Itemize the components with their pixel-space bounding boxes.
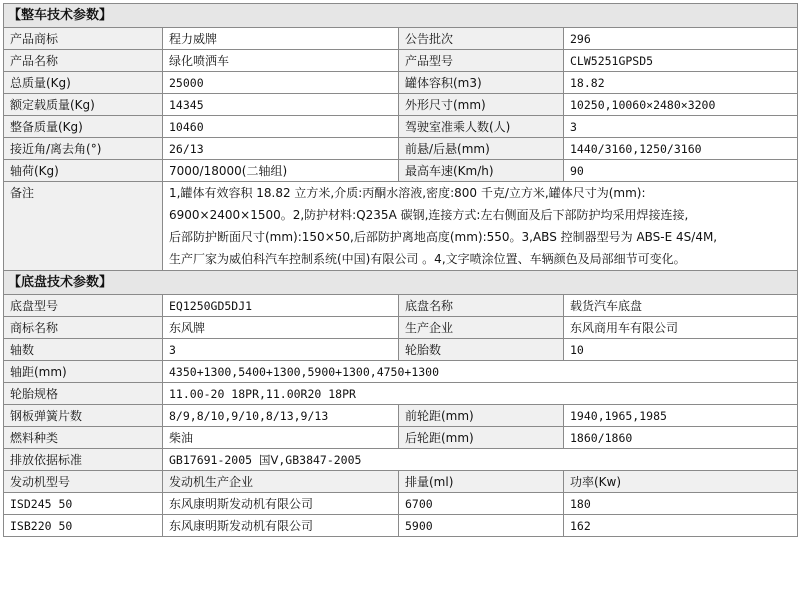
table-row xyxy=(4,317,798,339)
value-cell: 程力威牌 xyxy=(163,28,399,50)
remarks-line: 后部防护断面尺寸(mm):150×50,后部防护离地高度(mm):550。3,ABS 控制器型号为 ABS-E 4S/4M, xyxy=(169,230,718,244)
label-cell: 后轮距(mm) xyxy=(399,427,564,449)
value-cell: 10460 xyxy=(163,116,399,138)
value-cell: 柴油 xyxy=(163,427,399,449)
remarks-row xyxy=(4,182,798,271)
label-cell: 整备质量(Kg) xyxy=(4,116,163,138)
label-cell: 商标名称 xyxy=(4,317,163,339)
value-cell: 1860/1860 xyxy=(564,427,798,449)
remarks-line: 生产厂家为威伯科汽车控制系统(中国)有限公司 。4,文字喷涂位置、车辆颜色及局部细节可变化。 xyxy=(169,252,686,266)
label-cell: 底盘型号 xyxy=(4,295,163,317)
engine-header-row xyxy=(4,471,798,493)
label-cell: 钢板弹簧片数 xyxy=(4,405,163,427)
label-cell: 产品名称 xyxy=(4,50,163,72)
engine-row xyxy=(4,515,798,537)
value-cell: 10250,10060×2480×3200 xyxy=(564,94,798,116)
engine-displacement: 6700 xyxy=(399,493,564,515)
value-cell: 296 xyxy=(564,28,798,50)
label-cell: 外形尺寸(mm) xyxy=(399,94,564,116)
table-row xyxy=(4,94,798,116)
table-row xyxy=(4,449,798,471)
value-cell: 东风牌 xyxy=(163,317,399,339)
column-header: 发动机型号 xyxy=(4,471,163,493)
remarks-label: 备注 xyxy=(4,182,163,271)
engine-model: ISD245 50 xyxy=(4,493,163,515)
table-row xyxy=(4,361,798,383)
label-cell: 排放依据标准 xyxy=(4,449,163,471)
value-cell: 7000/18000(二轴组) xyxy=(163,160,399,182)
label-cell: 前悬/后悬(mm) xyxy=(399,138,564,160)
engine-maker: 东风康明斯发动机有限公司 xyxy=(163,493,399,515)
table-row xyxy=(4,427,798,449)
label-cell: 轮胎规格 xyxy=(4,383,163,405)
section-header-chassis xyxy=(4,271,798,295)
engine-power: 180 xyxy=(564,493,798,515)
table-row xyxy=(4,116,798,138)
value-cell: 载货汽车底盘 xyxy=(564,295,798,317)
remarks-line: 1,罐体有效容积 18.82 立方米,介质:丙酮水溶液,密度:800 千克/立方米,罐体尺寸为(mm): xyxy=(169,186,646,200)
table-row xyxy=(4,160,798,182)
engine-displacement: 5900 xyxy=(399,515,564,537)
value-cell: 3 xyxy=(163,339,399,361)
value-cell: CLW5251GPSD5 xyxy=(564,50,798,72)
label-cell: 轮胎数 xyxy=(399,339,564,361)
column-header: 发动机生产企业 xyxy=(163,471,399,493)
table-row xyxy=(4,383,798,405)
value-cell: 10 xyxy=(564,339,798,361)
value-cell: 1940,1965,1985 xyxy=(564,405,798,427)
label-cell: 罐体容积(m3) xyxy=(399,72,564,94)
value-cell: 26/13 xyxy=(163,138,399,160)
table-row xyxy=(4,28,798,50)
label-cell: 产品商标 xyxy=(4,28,163,50)
remarks-line: 6900×2400×1500。2,防护材料:Q235A 碳钢,连接方式:左右侧面及后下部防护均采用焊接连接, xyxy=(169,208,689,222)
section-title: 【整车技术参数】 xyxy=(4,4,798,28)
value-cell: EQ1250GD5DJ1 xyxy=(163,295,399,317)
label-cell: 轴数 xyxy=(4,339,163,361)
value-cell: 25000 xyxy=(163,72,399,94)
label-cell: 轴距(mm) xyxy=(4,361,163,383)
label-cell: 产品型号 xyxy=(399,50,564,72)
engine-model: ISB220 50 xyxy=(4,515,163,537)
label-cell: 额定载质量(Kg) xyxy=(4,94,163,116)
section-title: 【底盘技术参数】 xyxy=(4,271,798,295)
table-row xyxy=(4,405,798,427)
section-header-vehicle xyxy=(4,4,798,28)
label-cell: 接近角/离去角(°) xyxy=(4,138,163,160)
engine-row xyxy=(4,493,798,515)
engine-power: 162 xyxy=(564,515,798,537)
table-row xyxy=(4,339,798,361)
value-cell: 18.82 xyxy=(564,72,798,94)
column-header: 功率(Kw) xyxy=(564,471,798,493)
value-cell: 8/9,8/10,9/10,8/13,9/13 xyxy=(163,405,399,427)
value-cell: 90 xyxy=(564,160,798,182)
label-cell: 轴荷(Kg) xyxy=(4,160,163,182)
label-cell: 底盘名称 xyxy=(399,295,564,317)
label-cell: 总质量(Kg) xyxy=(4,72,163,94)
table-row xyxy=(4,72,798,94)
value-cell: 11.00-20 18PR,11.00R20 18PR xyxy=(163,383,798,405)
value-cell: 1440/3160,1250/3160 xyxy=(564,138,798,160)
label-cell: 驾驶室准乘人数(人) xyxy=(399,116,564,138)
value-cell: 绿化喷洒车 xyxy=(163,50,399,72)
value-cell: 东风商用车有限公司 xyxy=(564,317,798,339)
label-cell: 公告批次 xyxy=(399,28,564,50)
table-row xyxy=(4,50,798,72)
column-header: 排量(ml) xyxy=(399,471,564,493)
value-cell: 4350+1300,5400+1300,5900+1300,4750+1300 xyxy=(163,361,798,383)
spec-table xyxy=(3,3,798,537)
value-cell: 3 xyxy=(564,116,798,138)
value-cell: 14345 xyxy=(163,94,399,116)
label-cell: 前轮距(mm) xyxy=(399,405,564,427)
table-row xyxy=(4,295,798,317)
remarks-text xyxy=(163,182,798,271)
label-cell: 生产企业 xyxy=(399,317,564,339)
engine-maker: 东风康明斯发动机有限公司 xyxy=(163,515,399,537)
table-row xyxy=(4,138,798,160)
label-cell: 燃料种类 xyxy=(4,427,163,449)
value-cell: GB17691-2005 国Ⅴ,GB3847-2005 xyxy=(163,449,798,471)
label-cell: 最高车速(Km/h) xyxy=(399,160,564,182)
